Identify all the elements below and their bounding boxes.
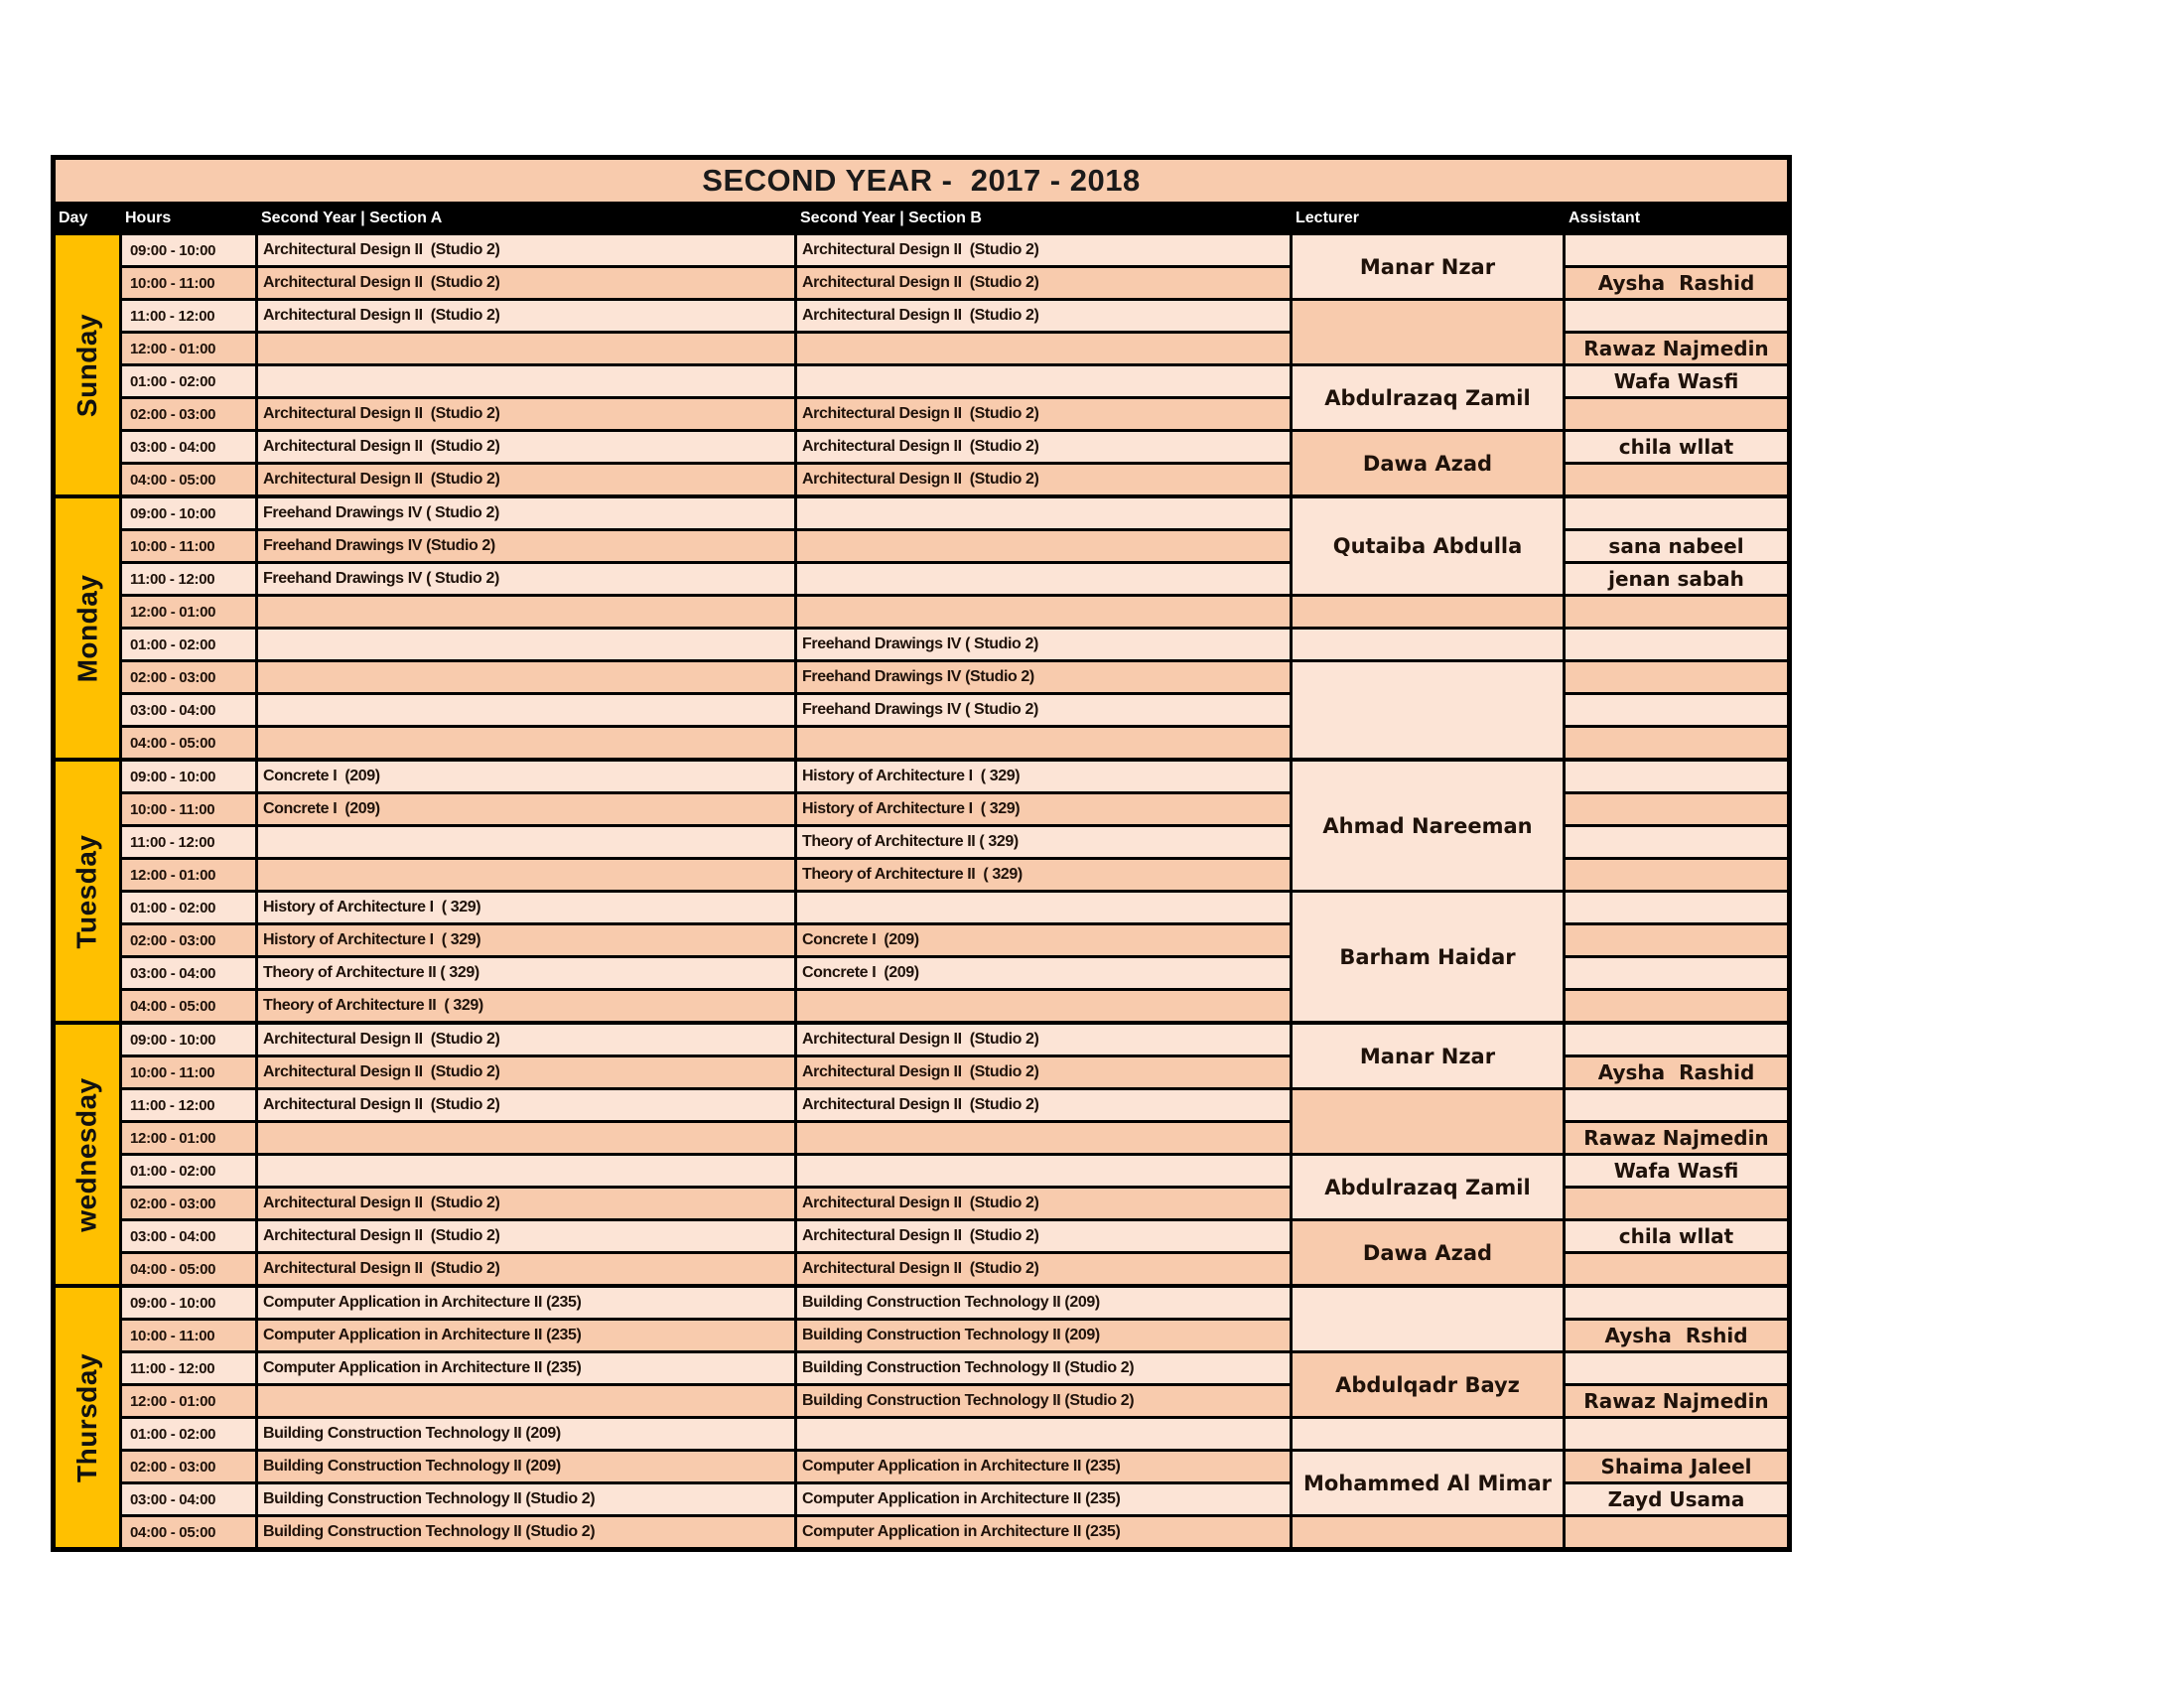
time-cell: 03:00 - 04:00 (122, 432, 255, 462)
lecturer-cell (1293, 597, 1563, 627)
time-cell: 11:00 - 12:00 (122, 1353, 255, 1383)
timetable (51, 155, 1792, 1552)
course-cell-section-b: Architectural Design II (Studio 2) (797, 1057, 1290, 1087)
course-cell-section-b: Computer Application in Architecture II (235) (797, 1484, 1290, 1514)
course-cell-section-b: Architectural Design II (Studio 2) (797, 235, 1290, 265)
assistant-cell (1566, 695, 1787, 725)
course-cell-section-b: Architectural Design II (Studio 2) (797, 432, 1290, 462)
day-label-thursday (56, 1288, 119, 1547)
time-cell: 04:00 - 05:00 (122, 728, 255, 758)
day-label-text: Sunday (71, 313, 103, 417)
day-label-text: wednesday (71, 1076, 103, 1232)
course-cell-section-b (797, 893, 1290, 922)
time-cell: 10:00 - 11:00 (122, 531, 255, 561)
time-cell: 01:00 - 02:00 (122, 893, 255, 922)
time-cell: 12:00 - 01:00 (122, 334, 255, 363)
course-cell-section-b (797, 991, 1290, 1021)
lecturer-cell (1293, 1288, 1563, 1350)
day-label-tuesday (56, 762, 119, 1021)
time-cell: 12:00 - 01:00 (122, 597, 255, 627)
time-cell: 04:00 - 05:00 (122, 1254, 255, 1284)
assistant-cell (1566, 1189, 1787, 1218)
lecturer-cell: Mohammed Al Mimar (1293, 1452, 1563, 1514)
day-block-sunday (56, 235, 1787, 494)
assistant-cell: Rawaz Najmedin (1566, 1123, 1787, 1153)
assistant-cell (1566, 991, 1787, 1021)
course-cell-section-b: Architectural Design II (Studio 2) (797, 1090, 1290, 1120)
assistant-cell (1566, 235, 1787, 265)
day-label-wednesday (56, 1025, 119, 1284)
course-cell-section-a: Architectural Design II (Studio 2) (258, 1221, 794, 1251)
time-cell: 11:00 - 12:00 (122, 827, 255, 857)
time-cell: 09:00 - 10:00 (122, 235, 255, 265)
day-label-text: Monday (71, 574, 102, 682)
assistant-cell: chila wllat (1566, 432, 1787, 462)
course-cell-section-b: Architectural Design II (Studio 2) (797, 301, 1290, 331)
course-cell-section-b (797, 366, 1290, 396)
course-cell-section-b: Building Construction Technology II (Studio 2) (797, 1386, 1290, 1416)
course-cell-section-b (797, 531, 1290, 561)
course-cell-section-a: History of Architecture I ( 329) (258, 925, 794, 955)
course-cell-section-a: Computer Application in Architecture II (235) (258, 1353, 794, 1383)
assistant-cell (1566, 827, 1787, 857)
assistant-cell: sana nabeel (1566, 531, 1787, 561)
course-cell-section-a (258, 1386, 794, 1416)
day-block-tuesday (56, 762, 1787, 1021)
day-label-monday (56, 498, 119, 758)
lecturer-cell (1293, 662, 1563, 758)
time-cell: 11:00 - 12:00 (122, 564, 255, 594)
time-cell: 12:00 - 01:00 (122, 1123, 255, 1153)
course-cell-section-b: Freehand Drawings IV ( Studio 2) (797, 630, 1290, 659)
time-cell: 10:00 - 11:00 (122, 1321, 255, 1350)
assistant-cell: jenan sabah (1566, 564, 1787, 594)
course-cell-section-a: Architectural Design II (Studio 2) (258, 268, 794, 298)
assistant-cell: Aysha Rashid (1566, 1057, 1787, 1087)
course-cell-section-a: Concrete I (209) (258, 762, 794, 791)
course-cell-section-b: Architectural Design II (Studio 2) (797, 1189, 1290, 1218)
time-cell: 09:00 - 10:00 (122, 498, 255, 528)
course-cell-section-b: Concrete I (209) (797, 925, 1290, 955)
timetable-body (56, 235, 1787, 1547)
day-block-monday (56, 498, 1787, 758)
course-cell-section-b (797, 334, 1290, 363)
course-cell-section-b: Concrete I (209) (797, 958, 1290, 988)
assistant-cell (1566, 728, 1787, 758)
time-cell: 02:00 - 03:00 (122, 662, 255, 692)
assistant-cell (1566, 1090, 1787, 1120)
time-cell: 03:00 - 04:00 (122, 958, 255, 988)
lecturer-cell: Qutaiba Abdulla (1293, 498, 1563, 594)
course-cell-section-a: Architectural Design II (Studio 2) (258, 465, 794, 494)
time-cell: 09:00 - 10:00 (122, 762, 255, 791)
time-cell: 10:00 - 11:00 (122, 268, 255, 298)
column-header-day: Day (59, 210, 88, 226)
course-cell-section-a: Architectural Design II (Studio 2) (258, 301, 794, 331)
course-cell-section-b (797, 498, 1290, 528)
course-cell-section-b (797, 597, 1290, 627)
time-cell: 09:00 - 10:00 (122, 1025, 255, 1055)
time-cell: 01:00 - 02:00 (122, 366, 255, 396)
course-cell-section-a: Architectural Design II (Studio 2) (258, 432, 794, 462)
page-title: SECOND YEAR - 2017 - 2018 (56, 160, 1787, 202)
assistant-cell (1566, 301, 1787, 331)
course-cell-section-a: Building Construction Technology II (209) (258, 1419, 794, 1449)
course-cell-section-b: Architectural Design II (Studio 2) (797, 1221, 1290, 1251)
course-cell-section-b (797, 1156, 1290, 1186)
course-cell-section-b: Architectural Design II (Studio 2) (797, 465, 1290, 494)
assistant-cell: Aysha Rshid (1566, 1321, 1787, 1350)
time-cell: 12:00 - 01:00 (122, 1386, 255, 1416)
day-label-sunday (56, 235, 119, 494)
column-header-row (56, 206, 1787, 231)
course-cell-section-a (258, 728, 794, 758)
assistant-cell: Rawaz Najmedin (1566, 1386, 1787, 1416)
course-cell-section-b: Architectural Design II (Studio 2) (797, 1254, 1290, 1284)
column-header-section-b: Second Year | Section B (800, 210, 982, 226)
time-cell: 09:00 - 10:00 (122, 1288, 255, 1318)
assistant-cell: Aysha Rashid (1566, 268, 1787, 298)
course-cell-section-a (258, 597, 794, 627)
course-cell-section-a: History of Architecture I ( 329) (258, 893, 794, 922)
course-cell-section-a: Architectural Design II (Studio 2) (258, 235, 794, 265)
time-cell: 10:00 - 11:00 (122, 794, 255, 824)
time-cell: 01:00 - 02:00 (122, 1419, 255, 1449)
assistant-cell: Wafa Wasfi (1566, 1156, 1787, 1186)
lecturer-cell: Dawa Azad (1293, 432, 1563, 494)
course-cell-section-a (258, 695, 794, 725)
assistant-cell: Rawaz Najmedin (1566, 334, 1787, 363)
course-cell-section-b: Computer Application in Architecture II (235) (797, 1517, 1290, 1547)
time-cell: 01:00 - 02:00 (122, 630, 255, 659)
course-cell-section-a (258, 827, 794, 857)
time-cell: 03:00 - 04:00 (122, 1484, 255, 1514)
lecturer-cell: Manar Nzar (1293, 235, 1563, 298)
lecturer-cell: Ahmad Nareeman (1293, 762, 1563, 890)
column-header-hours: Hours (125, 210, 172, 226)
assistant-cell: chila wllat (1566, 1221, 1787, 1251)
course-cell-section-b (797, 728, 1290, 758)
lecturer-cell: Abdulrazaq Zamil (1293, 366, 1563, 429)
lecturer-cell (1293, 301, 1563, 363)
time-cell: 12:00 - 01:00 (122, 860, 255, 890)
assistant-cell (1566, 662, 1787, 692)
assistant-cell (1566, 860, 1787, 890)
lecturer-cell (1293, 1419, 1563, 1449)
assistant-cell (1566, 597, 1787, 627)
assistant-cell: Shaima Jaleel (1566, 1452, 1787, 1481)
course-cell-section-b: Freehand Drawings IV (Studio 2) (797, 662, 1290, 692)
time-cell: 01:00 - 02:00 (122, 1156, 255, 1186)
course-cell-section-a: Architectural Design II (Studio 2) (258, 1090, 794, 1120)
assistant-cell (1566, 1353, 1787, 1383)
course-cell-section-a: Building Construction Technology II (Studio 2) (258, 1517, 794, 1547)
assistant-cell (1566, 399, 1787, 429)
day-block-thursday (56, 1288, 1787, 1547)
lecturer-cell: Barham Haidar (1293, 893, 1563, 1021)
time-cell: 03:00 - 04:00 (122, 695, 255, 725)
course-cell-section-a (258, 860, 794, 890)
course-cell-section-b: Building Construction Technology II (209) (797, 1288, 1290, 1318)
lecturer-cell: Dawa Azad (1293, 1221, 1563, 1284)
lecturer-cell (1293, 1090, 1563, 1153)
assistant-cell (1566, 498, 1787, 528)
time-cell: 11:00 - 12:00 (122, 1090, 255, 1120)
course-cell-section-a: Freehand Drawings IV (Studio 2) (258, 531, 794, 561)
course-cell-section-b (797, 564, 1290, 594)
course-cell-section-a: Freehand Drawings IV ( Studio 2) (258, 498, 794, 528)
course-cell-section-a: Theory of Architecture II ( 329) (258, 958, 794, 988)
course-cell-section-b (797, 1419, 1290, 1449)
course-cell-section-a (258, 366, 794, 396)
assistant-cell (1566, 762, 1787, 791)
course-cell-section-b: Computer Application in Architecture II (235) (797, 1452, 1290, 1481)
course-cell-section-b: Theory of Architecture II ( 329) (797, 860, 1290, 890)
course-cell-section-b: Freehand Drawings IV ( Studio 2) (797, 695, 1290, 725)
course-cell-section-b: Theory of Architecture II ( 329) (797, 827, 1290, 857)
assistant-cell: Wafa Wasfi (1566, 366, 1787, 396)
course-cell-section-a (258, 334, 794, 363)
assistant-cell (1566, 1517, 1787, 1547)
course-cell-section-a: Computer Application in Architecture II (235) (258, 1321, 794, 1350)
assistant-cell (1566, 465, 1787, 494)
course-cell-section-a: Architectural Design II (Studio 2) (258, 1025, 794, 1055)
time-cell: 04:00 - 05:00 (122, 991, 255, 1021)
time-cell: 02:00 - 03:00 (122, 399, 255, 429)
course-cell-section-a: Concrete I (209) (258, 794, 794, 824)
assistant-cell (1566, 925, 1787, 955)
time-cell: 03:00 - 04:00 (122, 1221, 255, 1251)
lecturer-cell: Abdulrazaq Zamil (1293, 1156, 1563, 1218)
course-cell-section-b: Architectural Design II (Studio 2) (797, 399, 1290, 429)
course-cell-section-a (258, 1156, 794, 1186)
assistant-cell (1566, 1025, 1787, 1055)
lecturer-cell: Manar Nzar (1293, 1025, 1563, 1087)
course-cell-section-a (258, 662, 794, 692)
assistant-cell (1566, 958, 1787, 988)
course-cell-section-b: History of Architecture I ( 329) (797, 762, 1290, 791)
course-cell-section-b: Building Construction Technology II (209) (797, 1321, 1290, 1350)
time-cell: 02:00 - 03:00 (122, 1452, 255, 1481)
time-cell: 04:00 - 05:00 (122, 465, 255, 494)
assistant-cell (1566, 630, 1787, 659)
assistant-cell (1566, 1288, 1787, 1318)
course-cell-section-a: Building Construction Technology II (209) (258, 1452, 794, 1481)
course-cell-section-a: Architectural Design II (Studio 2) (258, 1189, 794, 1218)
column-header-section-a: Second Year | Section A (261, 210, 443, 226)
course-cell-section-a: Freehand Drawings IV ( Studio 2) (258, 564, 794, 594)
course-cell-section-a: Building Construction Technology II (Studio 2) (258, 1484, 794, 1514)
lecturer-cell: Abdulqadr Bayz (1293, 1353, 1563, 1416)
time-cell: 10:00 - 11:00 (122, 1057, 255, 1087)
course-cell-section-b: Architectural Design II (Studio 2) (797, 1025, 1290, 1055)
assistant-cell (1566, 1419, 1787, 1449)
column-header-lecturer: Lecturer (1296, 210, 1360, 226)
assistant-cell: Zayd Usama (1566, 1484, 1787, 1514)
assistant-cell (1566, 893, 1787, 922)
course-cell-section-a: Theory of Architecture II ( 329) (258, 991, 794, 1021)
day-label-text: Thursday (71, 1352, 102, 1482)
lecturer-cell (1293, 630, 1563, 659)
lecturer-cell (1293, 1517, 1563, 1547)
course-cell-section-b: History of Architecture I ( 329) (797, 794, 1290, 824)
time-cell: 11:00 - 12:00 (122, 301, 255, 331)
assistant-cell (1566, 1254, 1787, 1284)
course-cell-section-a (258, 1123, 794, 1153)
course-cell-section-a: Computer Application in Architecture II (235) (258, 1288, 794, 1318)
course-cell-section-a: Architectural Design II (Studio 2) (258, 399, 794, 429)
course-cell-section-a (258, 630, 794, 659)
time-cell: 02:00 - 03:00 (122, 1189, 255, 1218)
course-cell-section-b: Architectural Design II (Studio 2) (797, 268, 1290, 298)
day-block-wednesday (56, 1025, 1787, 1284)
time-cell: 02:00 - 03:00 (122, 925, 255, 955)
column-header-assistant: Assistant (1569, 210, 1641, 226)
assistant-cell (1566, 794, 1787, 824)
day-label-text: Tuesday (71, 833, 102, 949)
course-cell-section-b: Building Construction Technology II (Studio 2) (797, 1353, 1290, 1383)
time-cell: 04:00 - 05:00 (122, 1517, 255, 1547)
course-cell-section-a: Architectural Design II (Studio 2) (258, 1057, 794, 1087)
course-cell-section-b (797, 1123, 1290, 1153)
course-cell-section-a: Architectural Design II (Studio 2) (258, 1254, 794, 1284)
